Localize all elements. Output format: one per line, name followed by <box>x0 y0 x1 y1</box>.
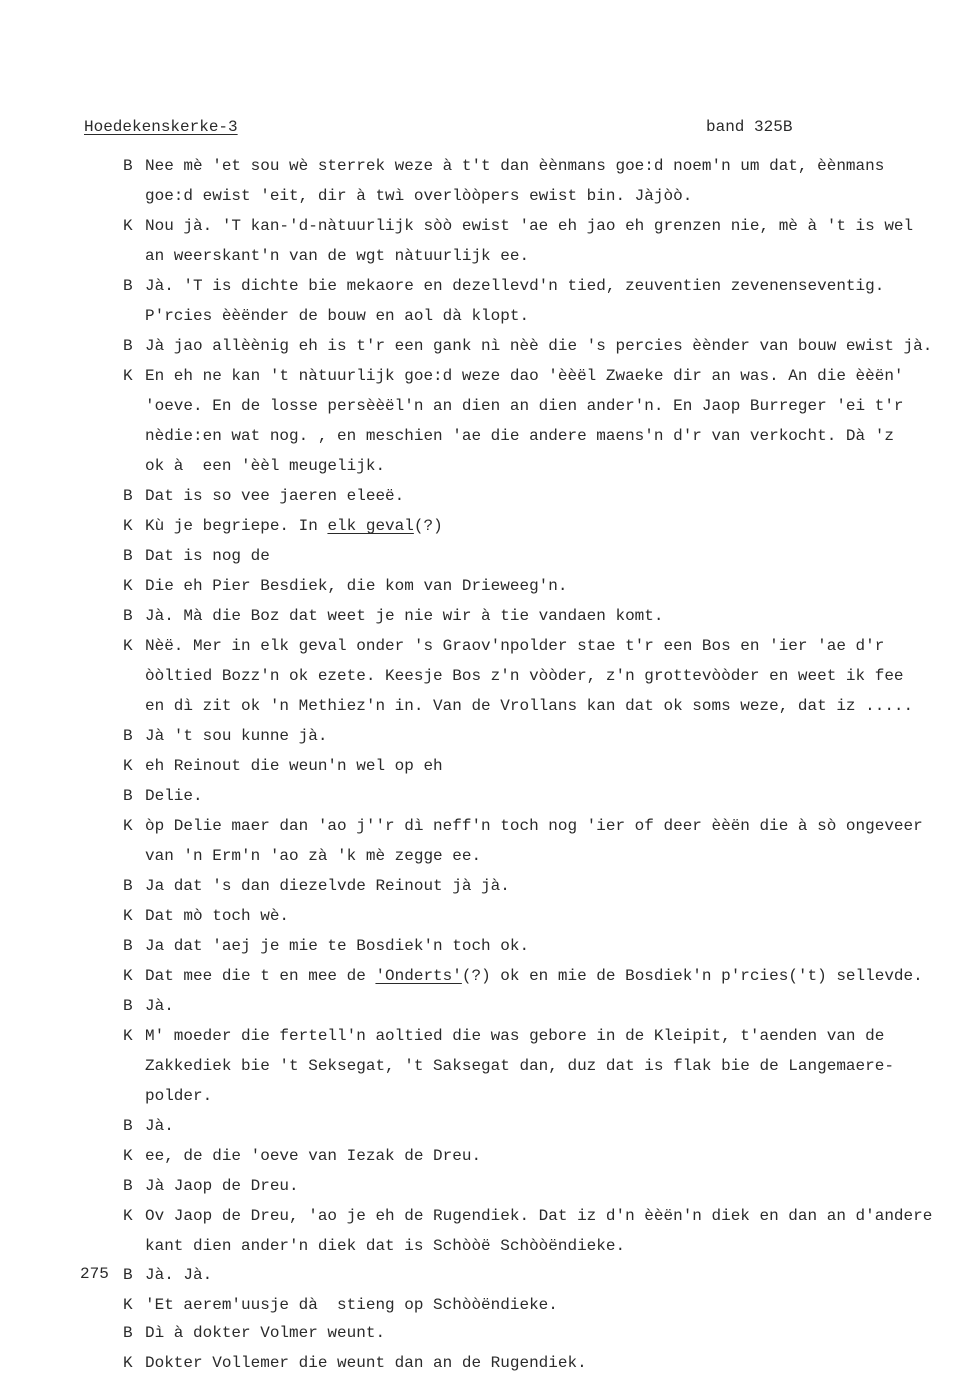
transcript-line: Ov Jaop de Dreu, 'ao je eh de Rugendiek. Dat iz d'n èèën'n diek en dan an d'andere <box>145 1207 933 1225</box>
transcript-line: Dat is nog de <box>145 547 270 565</box>
underlined-text: 'Onderts' <box>375 967 462 985</box>
transcript-line: M' moeder die fertell'n aoltied die was gebore in de Kleipit, t'aenden van de <box>145 1027 885 1045</box>
transcript-line: Jà jao allèènig eh is t'r een gank nì nèè die 's percies èènder van bouw ewist jà. <box>145 337 933 355</box>
transcript-line: Dì à dokter Volmer weunt. <box>145 1324 386 1342</box>
speaker-turn <box>123 1111 973 1141</box>
transcript-line: Dat is so vee jaeren eleeë. <box>145 487 405 505</box>
speaker-label: K <box>123 907 133 925</box>
transcript-line: nèdie:en wat nog. , en meschien 'ae die andere maens'n d'r van verkocht. Dà 'z <box>145 427 894 445</box>
transcript-place-code: Hoedekenskerke-3 <box>84 118 238 136</box>
speaker-turn <box>123 1021 973 1111</box>
speaker-turn <box>123 511 973 541</box>
speaker-turn <box>123 1260 973 1290</box>
transcript-line: Jà 't sou kunne jà. <box>145 727 328 745</box>
transcript-line: 'Et aerem'uusje dà stieng op Schòòëndieke. <box>145 1296 558 1314</box>
speaker-label: K <box>123 1207 133 1225</box>
speaker-label: K <box>123 517 133 535</box>
transcript-line: P'rcies èèënder de bouw en aol dà klopt. <box>145 307 530 325</box>
transcript-line: Ja dat 's dan diezelvde Reinout jà jà. <box>145 877 510 895</box>
margin-line-number: 275 <box>80 1265 109 1283</box>
speaker-turn <box>123 601 973 631</box>
speaker-turn <box>123 631 973 721</box>
speaker-label: B <box>123 487 133 505</box>
transcript-line: Nèë. Mer in elk geval onder 's Graov'npolder stae t'r een Bos en 'ier 'ae d'r <box>145 637 885 655</box>
transcript-line: ok à een 'èèl meugelijk. <box>145 457 386 475</box>
speaker-label: K <box>123 967 133 985</box>
speaker-label: B <box>123 997 133 1015</box>
speaker-label: K <box>123 757 133 775</box>
speaker-turn <box>123 721 973 751</box>
transcript-line: Jà. <box>145 1117 174 1135</box>
speaker-turn <box>123 1348 973 1378</box>
speaker-turn <box>123 211 973 271</box>
speaker-label: B <box>123 727 133 745</box>
speaker-turn <box>123 1201 973 1261</box>
transcript-line: Nou jà. 'T kan-'d-nàtuurlijk sòò ewist 'ae eh jao eh grenzen nie, mè à 't is wel <box>145 217 914 235</box>
transcript-line: Jà Jaop de Dreu. <box>145 1177 299 1195</box>
transcript-line: goe:d ewist 'eit, dir à twì overlòòpers ewist bin. Jàjòò. <box>145 187 693 205</box>
transcript-line: Dat mò toch wè. <box>145 907 290 925</box>
speaker-label: K <box>123 1027 133 1045</box>
speaker-turn <box>123 1171 973 1201</box>
transcript-line: Kù je begriepe. In elk geval(?) <box>145 517 443 535</box>
transcript-line: Ja dat 'aej je mie te Bosdiek'n toch ok. <box>145 937 530 955</box>
transcript-line: Dat mee die t en mee de 'Onderts'(?) ok en mie de Bosdiek'n p'rcies('t) sellevde. <box>145 967 923 985</box>
speaker-turn <box>123 151 973 211</box>
transcript-line: Die eh Pier Besdiek, die kom van Drieweeg'n. <box>145 577 568 595</box>
speaker-turn <box>123 991 973 1021</box>
speaker-label: K <box>123 1296 133 1314</box>
transcript-line: òòltied Bozz'n ok ezete. Keesje Bos z'n vòòder, z'n grottevòòder en weet ik fee <box>145 667 904 685</box>
transcript-line: Nee mè 'et sou wè sterrek weze à t't dan èènmans goe:d noem'n um dat, èènmans <box>145 157 885 175</box>
transcript-line: ee, de die 'oeve van Iezak de Dreu. <box>145 1147 482 1165</box>
speaker-label: B <box>123 1266 133 1284</box>
speaker-turn <box>123 481 973 511</box>
speaker-turn <box>123 1290 973 1320</box>
transcript-line: 'oeve. En de losse persèèël'n an dien an dien ander'n. En Jaop Burreger 'ei t'r <box>145 397 904 415</box>
transcript-line: eh Reinout die weun'n wel op eh <box>145 757 443 775</box>
transcript-line: Jà. 'T is dichte bie mekaore en dezellevd'n tied, zeuventien zevenenseventig. <box>145 277 885 295</box>
speaker-label: B <box>123 787 133 805</box>
speaker-turn <box>123 541 973 571</box>
speaker-label: K <box>123 1354 133 1372</box>
speaker-turn <box>123 781 973 811</box>
speaker-label: B <box>123 1117 133 1135</box>
speaker-turn <box>123 871 973 901</box>
speaker-label: K <box>123 817 133 835</box>
transcript-line: Jà. Jà. <box>145 1266 213 1284</box>
speaker-label: B <box>123 1177 133 1195</box>
transcript-line: polder. <box>145 1087 213 1105</box>
transcript-line: òp Delie maer dan 'ao j''r dì neff'n toch nog 'ier of deer èèën die à sò ongeveer <box>145 817 923 835</box>
transcript-line: Jà. Mà die Boz dat weet je nie wir à tie vandaen komt. <box>145 607 664 625</box>
transcript-line: en dì zit ok 'n Methiez'n in. Van de Vrollans kan dat ok soms weze, dat iz ..... <box>145 697 914 715</box>
speaker-label: K <box>123 1147 133 1165</box>
speaker-turn <box>123 271 973 331</box>
speaker-turn <box>123 931 973 961</box>
speaker-label: B <box>123 1324 133 1342</box>
speaker-label: B <box>123 337 133 355</box>
transcript-line: Delie. <box>145 787 203 805</box>
speaker-label: B <box>123 877 133 895</box>
transcript-line: kant dien ander'n diek dat is Schòòë Schòòëndieke. <box>145 1237 626 1255</box>
speaker-label: B <box>123 277 133 295</box>
transcript-line: van 'n Erm'n 'ao zà 'k mè zegge ee. <box>145 847 482 865</box>
speaker-turn <box>123 1318 973 1348</box>
speaker-turn <box>123 571 973 601</box>
underlined-text: elk geval <box>327 517 414 535</box>
speaker-label: B <box>123 937 133 955</box>
transcript-line: En eh ne kan 't nàtuurlijk goe:d weze dao 'èèël Zwaeke dir an was. An die èèën' <box>145 367 904 385</box>
speaker-turn <box>123 901 973 931</box>
speaker-turn <box>123 811 973 871</box>
speaker-label: K <box>123 217 133 235</box>
speaker-turn <box>123 1141 973 1171</box>
speaker-label: K <box>123 577 133 595</box>
speaker-turn <box>123 961 973 991</box>
speaker-turn <box>123 751 973 781</box>
transcript-line: an weerskant'n van de wgt nàtuurlijk ee. <box>145 247 530 265</box>
speaker-label: B <box>123 547 133 565</box>
speaker-label: B <box>123 157 133 175</box>
speaker-label: B <box>123 607 133 625</box>
speaker-turn <box>123 361 973 481</box>
transcript-line: Dokter Vollemer die weunt dan an de Rugendiek. <box>145 1354 587 1372</box>
speaker-turn <box>123 331 973 361</box>
speaker-label: K <box>123 367 133 385</box>
speaker-label: K <box>123 637 133 655</box>
transcript-line: Jà. <box>145 997 174 1015</box>
tape-number: band 325B <box>706 118 793 136</box>
transcript-line: Zakkediek bie 't Seksegat, 't Saksegat dan, duz dat is flak bie de Langemaere- <box>145 1057 894 1075</box>
